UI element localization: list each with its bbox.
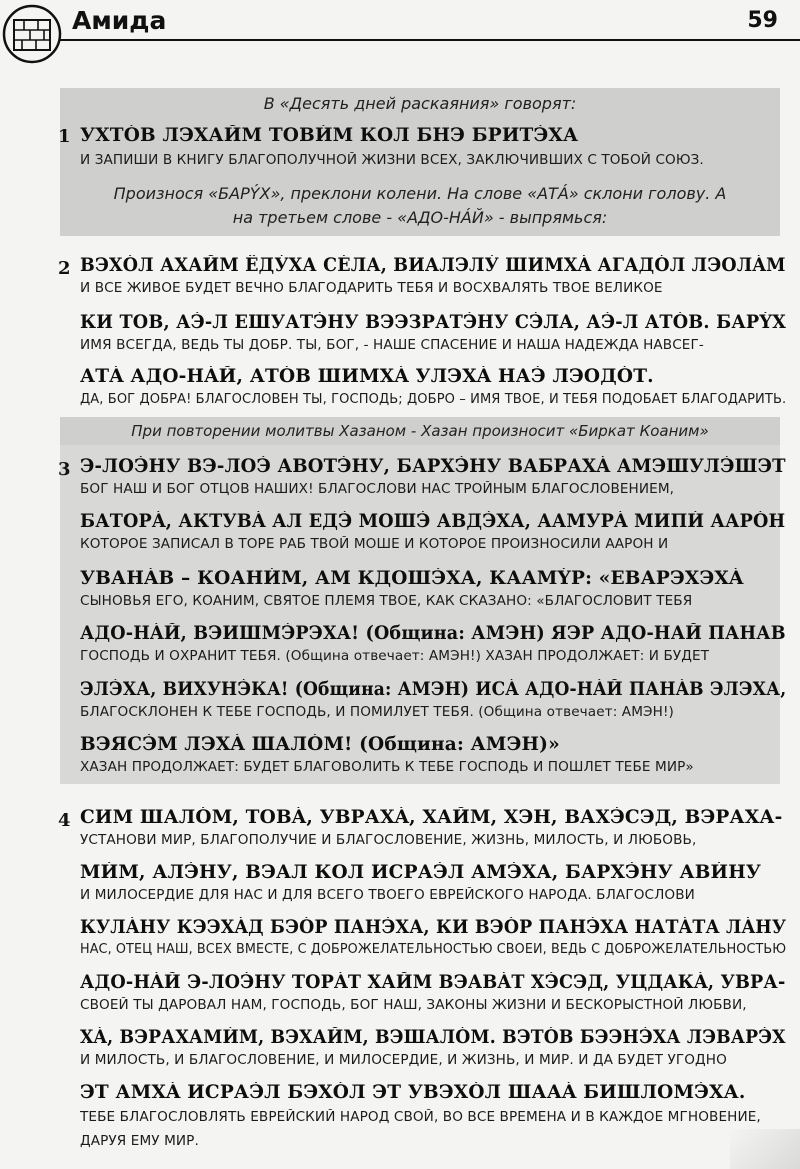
section-3-number: 3 — [58, 459, 71, 480]
section-2-number: 2 — [58, 258, 71, 279]
section-2-translit-1: ВЭХÓЛ АХАЙМ ЁДУ́ХА СÉЛА, ВИАЛЭЛУ́ ШИМХÁ АГАДÓЛ ЛЭОЛÁМ — [80, 255, 786, 276]
section-1-number: 1 — [58, 126, 71, 147]
section-4-translit-5: ХÁ, ВЭРАХАМИ́М, ВЭХАЙМ, ВЭШАЛÓМ. ВЭТÓВ БЭЭНЭ́ХА ЛЭВАРЭ́Х — [80, 1027, 786, 1048]
page-header — [0, 0, 800, 52]
section-4-translation-6: ТЕБЕ БЛАГОСЛОВЛЯТЬ ЕВРЕЙСКИЙ НАРОД СВОЙ, ВО ВСЕ ВРЕМЕНА И В КАЖДОЕ МГНОВЕНИЕ, — [80, 1109, 761, 1125]
jerusalem-wall-icon — [2, 2, 62, 66]
section-1-instruction-1: Произнося «БАРÝХ», преклони колени. На слове «АТÁ» склони голову. А — [113, 184, 727, 203]
section-3-translation-2: КОТОРОЕ ЗАПИСАЛ В ТОРЕ РАБ ТВОЙ МОШЕ И КОТОРОЕ ПРОИЗНОСИЛИ ААРОН И — [80, 536, 669, 552]
section-2-translit-2: КИ ТОВ, АЭ́-Л ЕШУАТЭ́НУ ВЭЭЗРАТЭ́НУ СЭ́ЛА, АЭ́-Л АТÓВ. БАРÝХ — [80, 312, 787, 333]
section-1-translit: УХТÓВ ЛЭХАЙМ ТОВИ́М КОЛ БНЭ БРИТЭ́ХА — [80, 125, 579, 146]
section-3-translit-4: АДО-НÁЙ, ВЭИШМЭ́РЭХА! (Община: АМЭН) ЯЭР АДО-НАЙ ПАНАВ — [80, 623, 786, 644]
section-3-heading: При повторении молитвы Хазаном - Хазан произносит «Биркат Коаним» — [131, 422, 709, 440]
section-4-translation-7: ДАРУЯ ЕМУ МИР. — [80, 1133, 199, 1149]
section-1-instruction-2: на третьем слове - «АДО-НÁЙ» - выпрямься: — [232, 208, 608, 227]
section-2-translit-3: АТÁ АДО-НÁЙ, АТÓВ ШИМХÁ УЛЭХÁ НАЭ́ ЛЭОДÓТ. — [80, 366, 654, 387]
header-divider — [60, 39, 800, 41]
section-4-translation-3: НАС, ОТЕЦ НАШ, ВСЕХ ВМЕСТЕ, С ДОБРОЖЕЛАТЕЛЬНОСТЬЮ СВОЕЙ, ВЕДЬ С ДОБРОЖЕЛАТЕЛЬНОСТЬЮ — [80, 942, 787, 957]
section-4-translit-1: СИМ ШАЛÓМ, ТОВÁ, УВРАХÁ, ХАЙМ, ХЭН, ВАХЭ́СЭД, ВЭРАХА- — [80, 807, 783, 828]
section-3-translit-3: УВАНÁВ – КОАНИ́М, АМ КДОШЭ́ХА, КААМÝР: «ЕВАРЭХЭХÁ — [80, 568, 744, 589]
section-3-translation-3: СЫНОВЬЯ ЕГО, КОАНИМ, СВЯТОЕ ПЛЕМЯ ТВОЕ, КАК СКАЗАНО: «БЛАГОСЛОВИТ ТЕБЯ — [80, 593, 693, 609]
section-4-translit-6: ЭТ АМХÁ ИСРАЭ́Л БЭХÓЛ ЭТ УВЭХÓЛ ШААÁ БИШЛОМЭ́ХА. — [80, 1082, 746, 1103]
section-4-translation-4: СВОЕЙ ТЫ ДАРОВАЛ НАМ, ГОСПОДЬ, БОГ НАШ, ЗАКОНЫ ЖИЗНИ И БЕСКОРЫСТНОЙ ЛЮБВИ, — [80, 997, 747, 1013]
section-4-translit-2: МИ́М, АЛЭ́НУ, ВЭАЛ КОЛ ИСРАЭ́Л АМЭ́ХА, БАРХЭ́НУ АВИ́НУ — [80, 862, 762, 883]
page-number: 59 — [747, 8, 778, 33]
section-3-translation-1: БОГ НАШ И БОГ ОТЦОВ НАШИХ! БЛАГОСЛОВИ НАС ТРОЙНЫМ БЛАГОСЛОВЕНИЕМ, — [80, 481, 675, 497]
section-2-translation-2: ИМЯ ВСЕГДА, ВЕДЬ ТЫ ДОБР. ТЫ, БОГ, - НАШЕ СПАСЕНИЕ И НАША НАДЕЖДА НАВСЕГ- — [80, 337, 704, 353]
section-2-translation-1: И ВСЕ ЖИВОЕ БУДЕТ ВЕЧНО БЛАГОДАРИТЬ ТЕБЯ И ВОСХВАЛЯТЬ ТВОЕ ВЕЛИКОЕ — [80, 280, 663, 296]
section-3-translit-5: ЭЛЭ́ХА, ВИХУНЭ́КА! (Община: АМЭН) ИСÁ АДО-НÁЙ ПАНÁВ ЭЛЭХА, — [80, 679, 787, 700]
section-3-translation-4: ГОСПОДЬ И ОХРАНИТ ТЕБЯ. (Община отвечает: АМЭН!) ХАЗАН ПРОДОЛЖАЕТ: И БУДЕТ — [80, 648, 710, 664]
section-1-heading: В «Десять дней раскаяния» говорят: — [263, 94, 577, 113]
section-3-translit-2: БАТОРÁ, АКТУВÁ АЛ ЕДЭ́ МОШЭ́ АВДЭ́ХА, ААМУРÁ МИПИ́ ААРÓН — [80, 511, 786, 532]
section-3-translation-6: ХАЗАН ПРОДОЛЖАЕТ: БУДЕТ БЛАГОВОЛИТЬ К ТЕБЕ ГОСПОДЬ И ПОШЛЕТ ТЕБЕ МИР» — [80, 759, 694, 775]
section-4-number: 4 — [58, 810, 71, 831]
section-4-translit-3: КУЛÁНУ КЭЭХÁД БЭÓР ПАНЭ́ХА, КИ ВЭÓР ПАНЭ́ХА НАТÁТА ЛÁНУ — [80, 917, 787, 938]
section-3-translation-5: БЛАГОСКЛОНЕН К ТЕБЕ ГОСПОДЬ, И ПОМИЛУЕТ ТЕБЯ. (Община отвечает: АМЭН!) — [80, 704, 674, 720]
section-4-translation-1: УСТАНОВИ МИР, БЛАГОПОЛУЧИЕ И БЛАГОСЛОВЕНИЕ, ЖИЗНЬ, МИЛОСТЬ, И ЛЮБОВЬ, — [80, 832, 697, 848]
section-3-translit-1: Э-ЛОЭ́НУ ВЭ-ЛОЭ́ АВОТЭ́НУ, БАРХЭ́НУ ВАБРАХÁ АМЭШУЛЭ́ШЭТ — [80, 456, 786, 477]
page-title: Амида — [72, 6, 167, 35]
section-3-translit-6: ВЭЯСЭ́М ЛЭХÁ ШАЛÓМ! (Община: АМЭН)» — [80, 734, 560, 755]
section-1-translation: И ЗАПИШИ В КНИГУ БЛАГОПОЛУЧНОЙ ЖИЗНИ ВСЕХ, ЗАКЛЮЧИВШИХ С ТОБОЙ СОЮЗ. — [80, 152, 704, 168]
page-corner-shadow — [730, 1129, 800, 1169]
section-4-translation-5: И МИЛОСТЬ, И БЛАГОСЛОВЕНИЕ, И МИЛОСЕРДИЕ, И ЖИЗНЬ, И МИР. И ДА БУДЕТ УГОДНО — [80, 1052, 727, 1068]
section-4-translit-4: АДО-НÁЙ Э-ЛОЭ́НУ ТОРÁТ ХАЙМ ВЭАВÁТ ХЭ́СЭД, УЦДАКÁ, УВРА- — [80, 972, 786, 993]
section-4-translation-2: И МИЛОСЕРДИЕ ДЛЯ НАС И ДЛЯ ВСЕГО ТВОЕГО ЕВРЕЙСКОГО НАРОДА. БЛАГОСЛОВИ — [80, 887, 695, 903]
section-2-translation-3: ДА, БОГ ДОБРА! БЛАГОСЛОВЕН ТЫ, ГОСПОДЬ; ДОБРО – ИМЯ ТВОЕ, И ТЕБЯ ПОДОБАЕТ БЛАГОДАРИТЬ. — [80, 391, 787, 407]
